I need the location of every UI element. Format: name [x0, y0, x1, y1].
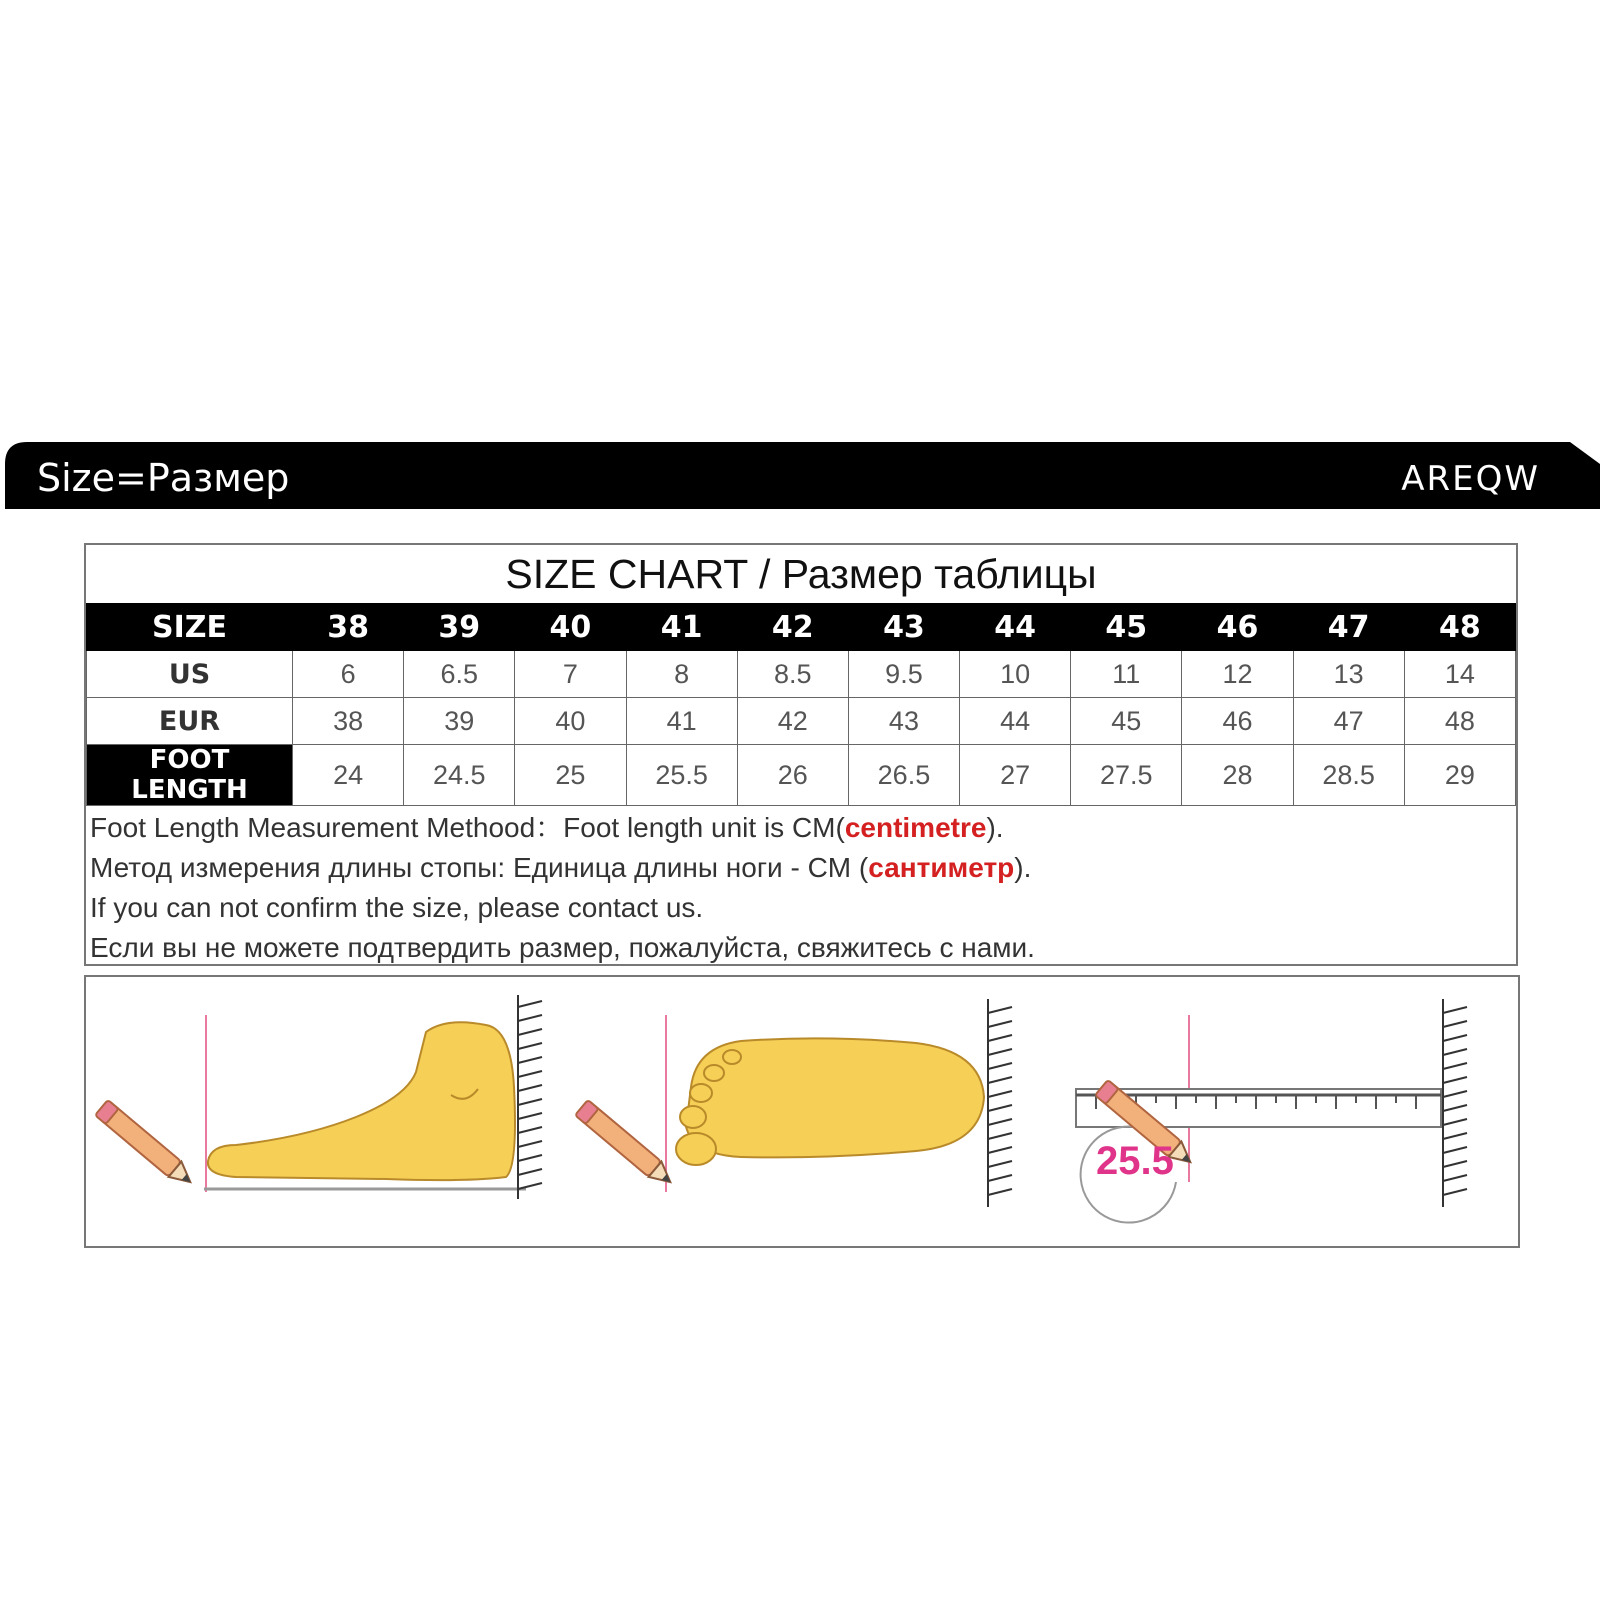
table-cell: 24 — [293, 745, 404, 806]
size-header-cell: 38 — [293, 604, 404, 651]
banner-title: Size=Размер — [37, 456, 290, 500]
size-header-cell: 41 — [626, 604, 737, 651]
table-cell: 42 — [737, 698, 848, 745]
size-header-cell: 45 — [1071, 604, 1182, 651]
table-cell: 25.5 — [626, 745, 737, 806]
table-cell: 48 — [1404, 698, 1515, 745]
size-table — [86, 603, 1516, 806]
table-cell: 6 — [293, 651, 404, 698]
size-header-row — [87, 604, 1516, 651]
table-cell: 29 — [1404, 745, 1515, 806]
table-cell: 27.5 — [1071, 745, 1182, 806]
note-line-en — [90, 808, 1516, 848]
measurement-notes — [86, 806, 1516, 968]
note-text: ). — [1014, 852, 1032, 883]
table-cell: 46 — [1182, 698, 1293, 745]
size-header-label: SIZE — [87, 604, 293, 651]
header-banner — [5, 442, 1600, 509]
table-cell: 11 — [1071, 651, 1182, 698]
table-cell: 27 — [960, 745, 1071, 806]
foot-length-row — [87, 745, 1516, 806]
table-cell: 8 — [626, 651, 737, 698]
size-header-cell: 47 — [1293, 604, 1404, 651]
table-cell: 8.5 — [737, 651, 848, 698]
table-cell: 28 — [1182, 745, 1293, 806]
table-cell: 39 — [404, 698, 515, 745]
us-row — [87, 651, 1516, 698]
table-cell: 43 — [848, 698, 959, 745]
chart-title: SIZE CHART / Размер таблицы — [505, 551, 1097, 597]
row-label-eur: EUR — [87, 698, 293, 745]
size-header-cell: 43 — [848, 604, 959, 651]
table-cell: 40 — [515, 698, 626, 745]
foot-side-view-illustration — [86, 977, 566, 1247]
size-header-cell: 44 — [960, 604, 1071, 651]
table-cell: 24.5 — [404, 745, 515, 806]
brand-name: AREQW — [1401, 459, 1540, 499]
table-cell: 9.5 — [848, 651, 959, 698]
table-cell: 25 — [515, 745, 626, 806]
table-cell: 47 — [1293, 698, 1404, 745]
table-cell: 28.5 — [1293, 745, 1404, 806]
row-label-foot-length: FOOT LENGTH — [87, 745, 293, 806]
table-cell: 6.5 — [404, 651, 515, 698]
table-cell: 41 — [626, 698, 737, 745]
table-cell: 12 — [1182, 651, 1293, 698]
table-cell: 7 — [515, 651, 626, 698]
note-text: Foot Length Measurement Methood：Foot length unit is CM( — [90, 812, 845, 843]
eur-row — [87, 698, 1516, 745]
table-cell: 44 — [960, 698, 1071, 745]
size-header-cell: 46 — [1182, 604, 1293, 651]
table-cell: 14 — [1404, 651, 1515, 698]
row-label-us: US — [87, 651, 293, 698]
table-cell: 10 — [960, 651, 1071, 698]
size-chart — [84, 543, 1518, 966]
contact-note-ru: Если вы не можете подтвердить размер, пожалуйста, свяжитесь с нами. — [90, 932, 1035, 963]
measurement-illustrations — [84, 975, 1520, 1248]
size-header-cell: 42 — [737, 604, 848, 651]
note-text: ). — [986, 812, 1004, 843]
size-header-cell: 48 — [1404, 604, 1515, 651]
size-header-cell: 40 — [515, 604, 626, 651]
unit-highlight: сантиметр — [868, 852, 1015, 883]
contact-note-en: If you can not confirm the size, please contact us. — [90, 892, 704, 923]
size-header-cell: 39 — [404, 604, 515, 651]
table-cell: 45 — [1071, 698, 1182, 745]
unit-highlight: centimetre — [844, 812, 987, 843]
table-cell: 38 — [293, 698, 404, 745]
measurement-reading: 25.5 — [1096, 1139, 1174, 1183]
table-cell: 26.5 — [848, 745, 959, 806]
ruler-measurement-illustration — [1036, 977, 1518, 1247]
foot-top-view-illustration — [566, 977, 1036, 1247]
table-cell: 13 — [1293, 651, 1404, 698]
note-text: Метод измерения длины стопы: Единица длины ноги - CM ( — [90, 852, 869, 883]
table-cell: 26 — [737, 745, 848, 806]
note-line-ru — [90, 848, 1516, 888]
